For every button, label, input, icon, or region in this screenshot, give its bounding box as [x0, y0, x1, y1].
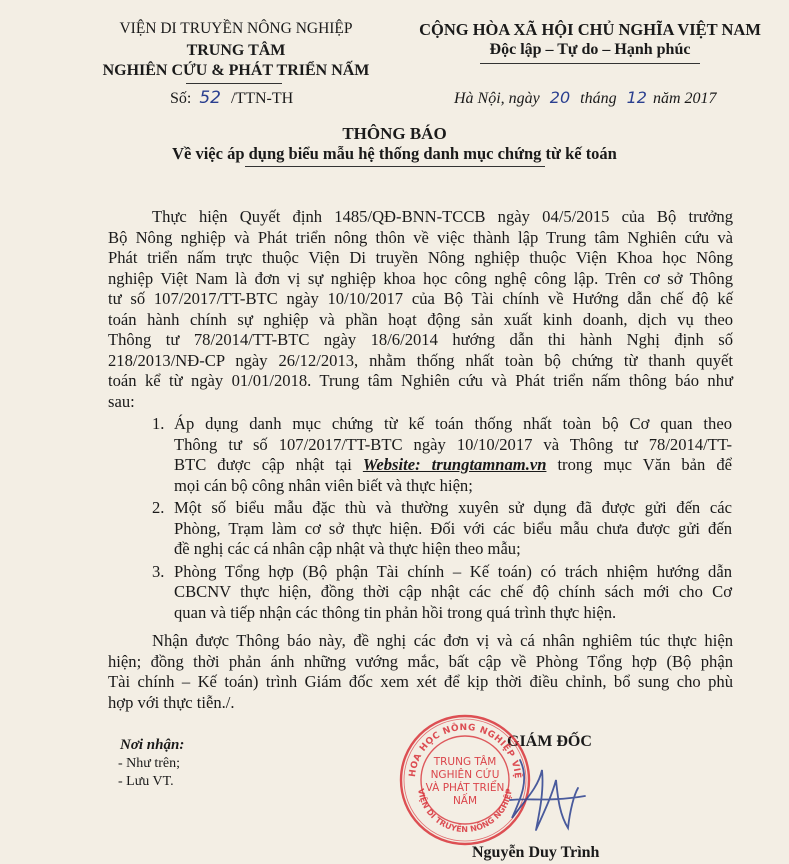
notice-title: THÔNG BÁO: [342, 124, 447, 143]
subtitle-underline: [245, 166, 545, 167]
recipients-label: Nơi nhận:: [120, 737, 185, 753]
intro-line: Phát triển nấm trực thuộc Viện Di truyền Nông nghiệp thuộc Viện Khoa học Nông: [108, 248, 733, 267]
intro-line: nghiệp Việt Nam là đơn vị sự nghiệp khoa học công nghệ công lập. Trên cơ sở Thông: [108, 268, 733, 288]
list-item-line: CBCNV thực hiện, đồng thời cập nhật các chế độ chính sách mới cho Cơ: [174, 582, 732, 601]
website-link[interactable]: Website: trungtamnam.vn: [362, 455, 547, 474]
recipient-item: - Như trên;: [118, 756, 181, 771]
stamp-center-line: NẤM: [452, 795, 478, 807]
stamp-center-line: VÀ PHÁT TRIỂN: [425, 782, 505, 794]
stamp-center-line: NGHIÊN CỨU: [430, 769, 500, 781]
list-item-line: đề nghị các cá nhân cập nhật và thực hiện theo mẫu;: [174, 539, 521, 558]
stamp-center-line: TRUNG TÂM: [433, 756, 497, 768]
closing-line: hiện; đồng thời phản ánh những vướng mắc, bất cập về Phòng Tổng hợp (Bộ phận: [108, 651, 733, 671]
number-handwritten: 52: [199, 88, 221, 108]
closing-paragraph: [108, 631, 733, 713]
number-prefix: Số:: [170, 90, 192, 107]
number-suffix: /TTN-TH: [230, 90, 294, 107]
center-name-line1: TRUNG TÂM: [186, 42, 286, 59]
link-suffix-text: trong mục Văn bản để: [557, 455, 732, 474]
list-item: [152, 414, 732, 496]
intro-line: toán kể từ ngày 01/01/2018. Trung tâm Nghiên cứu và Phát triển nấm thông báo như: [108, 371, 733, 390]
national-motto: Độc lập – Tự do – Hạnh phúc: [489, 41, 691, 58]
instruction-list: [152, 414, 732, 623]
date-day: 20: [549, 88, 571, 107]
intro-line: toán hành chính sự nghiệp và phần hoạt động sản xuất kinh doanh, dịch vụ theo: [108, 309, 733, 329]
list-item-line: Một số biểu mẫu đặc thù và thường xuyên sử dụng đã được gửi đến các: [174, 498, 732, 517]
stamp-ring-text: HOA HỌC NÔNG NGHIỆP VIỆ: [407, 722, 523, 780]
intro-line: Thông tư 78/2014/TT-BTC ngày 18/6/2014 hướng dẫn thi hành Nghị định số: [108, 330, 733, 349]
country-name: CỘNG HÒA XÃ HỘI CHỦ NGHĨA VIỆT NAM: [419, 20, 761, 39]
intro-line: Bộ Nông nghiệp và Phát triển nông thôn về việc thành lập Trung tâm Nghiên cứu và: [108, 227, 733, 247]
link-prefix-text: BTC được cập nhật tại: [174, 455, 352, 474]
closing-line: hợp với thực tiễn./.: [108, 692, 235, 712]
handwritten-signature-icon: [490, 740, 600, 850]
stamp-bottom-text: VIỆN DI TRUYỀN NÔNG NGHIỆP: [416, 787, 514, 835]
center-name-line2: NGHIÊN CỨU & PHÁT TRIỂN NẤM: [102, 62, 370, 79]
notice-subtitle: Về việc áp dụng biểu mẫu hệ thống danh mục chứng từ kế toán: [172, 144, 617, 163]
list-item-line: Áp dụng danh mục chứng từ kế toán thống nhất toàn bộ Cơ quan theo: [174, 414, 732, 433]
list-item-line: Thông tư số 107/2017/TT-BTC ngày 10/10/2017 và Thông tư 78/2014/TT-: [174, 434, 732, 454]
date-year: năm 2017: [652, 90, 717, 107]
signer-name: Nguyễn Duy Trình: [472, 844, 600, 861]
list-item-line: quan và tiếp nhận các thông tin phản hồi trong quá trình thực hiện.: [174, 602, 617, 622]
date-month-label: tháng: [580, 90, 617, 107]
document-number: [170, 88, 293, 108]
intro-line: 218/2013/NĐ-CP ngày 26/12/2013, nhằm thống nhất toàn bộ chứng từ thanh quyết: [108, 350, 733, 370]
signer-role: GIÁM ĐỐC: [507, 733, 592, 750]
intro-line: Thực hiện Quyết định 1485/QĐ-BNN-TCCB ngày 04/5/2015 của Bộ trưởng: [152, 207, 733, 226]
recipient-item: - Lưu VT.: [118, 774, 174, 789]
date-month: 12: [626, 88, 647, 107]
intro-line: sau:: [108, 391, 135, 411]
list-item-number: 2.: [152, 498, 165, 517]
intro-line: tư số 107/2017/TT-BTC ngày 10/10/2017 của Bộ Tài chính về Hướng dẫn chế độ kế: [108, 289, 733, 308]
document-date: [454, 88, 717, 108]
list-item: [152, 498, 732, 560]
header-divider-right: [480, 63, 700, 64]
closing-line: Tài chính – Kế toán) trình Giám đốc xem xét để kịp thời điều chỉnh, bổ sung cho phù: [108, 672, 733, 691]
list-item-line: mọi cán bộ công nhân viên biết và thực hiện;: [174, 475, 473, 495]
list-item-line: Phòng, Trạm làm cơ sở thực hiện. Đối với các biểu mẫu chưa được gửi đến: [174, 518, 732, 538]
list-item-number: 1.: [152, 414, 165, 433]
institute-name: VIỆN DI TRUYỀN NÔNG NGHIỆP: [119, 20, 353, 37]
list-item: [152, 562, 732, 624]
list-item-line-with-link: [174, 455, 732, 476]
closing-line: Nhận được Thông báo này, đề nghị các đơn vị và cá nhân nghiêm túc thực hiện: [152, 631, 733, 650]
list-item-line: Phòng Tổng hợp (Bộ phận Tài chính – Kế toán) có trách nhiệm hướng dẫn: [174, 561, 732, 581]
header-divider-left: [186, 83, 282, 84]
intro-paragraph: [108, 207, 733, 412]
list-item-number: 3.: [152, 561, 165, 581]
date-prefix: Hà Nội, ngày: [454, 90, 540, 107]
